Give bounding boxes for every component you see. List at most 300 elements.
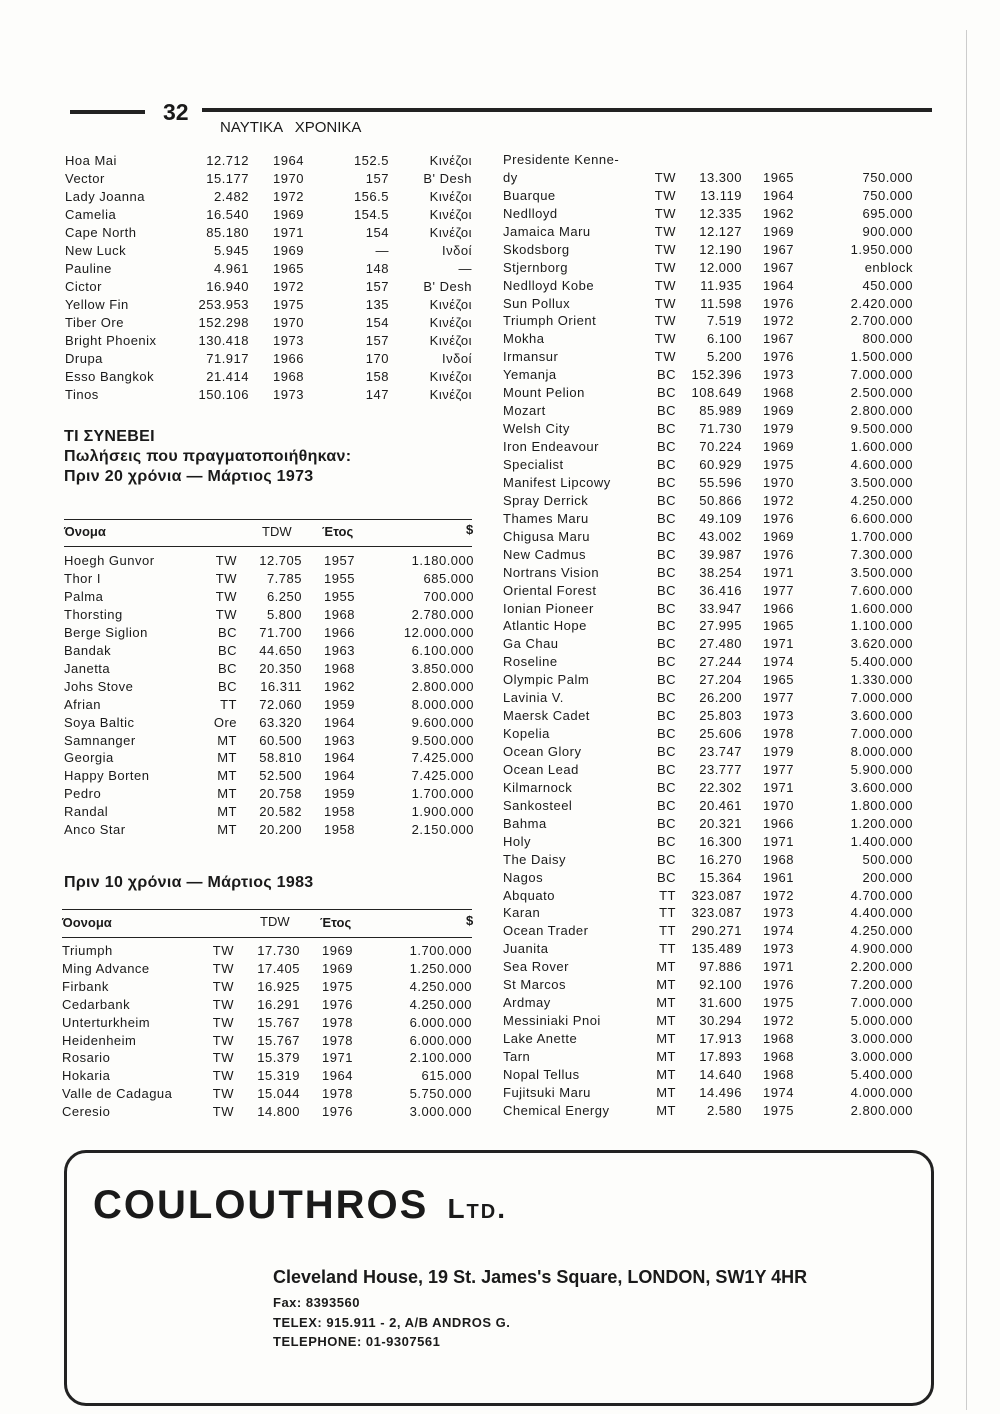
ldt-price: 154: [365, 225, 389, 240]
year-built: 1955: [324, 588, 355, 604]
ship-name: Hoa Mai: [65, 153, 117, 168]
year-built: 1969: [763, 439, 794, 455]
ship-type: BC: [217, 624, 237, 640]
table-row: [0, 798, 1000, 816]
buyer: Κινέζοι: [429, 369, 472, 384]
ship-name: Samnanger: [64, 732, 136, 748]
price: 2.420.000: [850, 295, 913, 311]
price: 1.700.000: [850, 528, 913, 544]
ship-type: BC: [656, 636, 676, 652]
ship-type: BC: [656, 726, 676, 742]
ship-type: BC: [217, 660, 237, 676]
ship-name: Cedarbank: [62, 996, 131, 1012]
header-rule-right: [202, 108, 932, 112]
table2-header-name: Όονομα: [62, 915, 112, 930]
price: 6.000.000: [409, 1014, 472, 1030]
tdw: 323.087: [691, 905, 742, 921]
price: 615.000: [421, 1068, 472, 1084]
ship-type: MT: [656, 1049, 676, 1064]
tdw: 14.640: [699, 1066, 742, 1082]
tdw: 55.596: [699, 474, 742, 490]
ship-type: BC: [656, 869, 676, 885]
table-row: [0, 636, 1000, 654]
buyer: Κινέζοι: [429, 207, 472, 222]
price: 4.250.000: [409, 996, 472, 1012]
ship-type: BC: [656, 744, 676, 760]
year-built: 1964: [324, 768, 355, 784]
price: 7.300.000: [850, 546, 913, 562]
buyer: Ινδοί: [442, 243, 472, 258]
table-row: [0, 1049, 1000, 1067]
ship-type: BC: [656, 815, 676, 831]
year-built: 1969: [273, 243, 304, 258]
tdw: 16.940: [206, 279, 249, 294]
price: 685.000: [423, 570, 474, 586]
ship-type: TW: [654, 205, 676, 221]
ship-name: Mozart: [503, 403, 546, 419]
tdw: 26.200: [699, 690, 742, 706]
table-row: [0, 421, 1000, 439]
ship-name: Sankosteel: [503, 797, 573, 813]
ldt-price: 154: [365, 315, 389, 330]
price: 7.000.000: [850, 690, 913, 706]
ship-name: Triumph: [62, 943, 113, 958]
price: 1.600.000: [850, 600, 913, 616]
ship-name: Cictor: [65, 279, 102, 294]
year-built: 1973: [763, 708, 794, 724]
table-row: [0, 923, 1000, 941]
year-built: 1972: [763, 887, 794, 903]
ship-name: Nedlloyd: [503, 205, 558, 221]
tdw: 135.489: [691, 941, 742, 957]
ship-type: BC: [656, 385, 676, 401]
ship-name: Afrian: [64, 696, 101, 712]
ship-name: Lavinia V.: [503, 690, 564, 706]
year-built: 1972: [273, 279, 304, 294]
table2-header-year: Έτος: [320, 915, 352, 930]
ship-name: Tinos: [65, 387, 99, 402]
price: 1.900.000: [411, 804, 474, 820]
ship-name: Anco Star: [64, 822, 126, 838]
tdw: 150.106: [198, 387, 249, 402]
tdw: 4.961: [213, 261, 249, 276]
price: 6.600.000: [850, 510, 913, 526]
table-row: [0, 870, 1000, 888]
year-built: 1968: [763, 1066, 794, 1082]
ship-name: Cape North: [65, 225, 137, 240]
price: 1.800.000: [850, 797, 913, 813]
ship-type: MT: [217, 804, 237, 820]
year-built: 1979: [763, 421, 794, 437]
price: 4.250.000: [409, 978, 472, 994]
year-built: 1964: [322, 1068, 353, 1084]
ship-name: Thames Maru: [503, 510, 589, 526]
ship-name: Triumph Orient: [503, 313, 597, 329]
year-built: 1970: [763, 474, 794, 490]
year-built: 1965: [763, 672, 794, 688]
ship-type: BC: [656, 546, 676, 562]
ship-name: Bandak: [64, 642, 112, 658]
ship-type: MT: [656, 1031, 676, 1047]
ship-type: MT: [656, 995, 676, 1011]
tdw: 12.190: [699, 241, 742, 257]
buyer: —: [458, 261, 472, 276]
year-built: 1958: [324, 822, 355, 838]
price: 2.700.000: [850, 313, 913, 329]
year-built: 1974: [763, 1084, 794, 1100]
ship-type: TW: [212, 1086, 234, 1102]
year-built: 1968: [763, 1031, 794, 1047]
price: 3.500.000: [850, 564, 913, 580]
year-built: 1971: [763, 779, 794, 795]
tdw: 323.087: [691, 887, 742, 903]
tdw: 15.177: [206, 171, 249, 186]
ldt-price: 156.5: [353, 189, 389, 204]
year-built: 1976: [322, 996, 353, 1012]
year-built: 1967: [763, 241, 794, 257]
tdw: 85.180: [206, 225, 249, 240]
table-row: [0, 780, 1000, 798]
year-built: 1968: [763, 1049, 794, 1064]
ship-type: TW: [654, 259, 676, 275]
table-row: [0, 529, 1000, 547]
tdw: 71.730: [699, 421, 742, 437]
ship-type: BC: [656, 421, 676, 437]
ship-name: Oriental Forest: [503, 582, 597, 598]
tdw: 20.350: [259, 660, 302, 676]
tdw: 23.777: [699, 761, 742, 777]
year-built: 1974: [763, 654, 794, 670]
tdw: 17.913: [699, 1031, 742, 1047]
price: 1.200.000: [850, 815, 913, 831]
year-built: 1966: [763, 600, 794, 616]
ship-name: Ocean Glory: [503, 744, 582, 760]
ship-name: Juanita: [503, 941, 549, 957]
ship-type: TW: [654, 187, 676, 203]
tdw: 70.224: [699, 439, 742, 455]
tdw: 25.803: [699, 708, 742, 724]
ship-name: Stjernborg: [503, 259, 568, 275]
ship-name: Drupa: [65, 351, 103, 366]
ship-name: Camelia: [65, 207, 117, 222]
ship-type: BC: [656, 528, 676, 544]
ship-type: BC: [656, 779, 676, 795]
ship-name: Esso Bangkok: [65, 369, 155, 384]
ship-type: BC: [217, 678, 237, 694]
tdw: 15.379: [257, 1050, 300, 1066]
ship-name: Kopelia: [503, 726, 550, 742]
table-row: [0, 1013, 1000, 1031]
ship-type: BC: [656, 439, 676, 455]
year-built: 1969: [273, 207, 304, 222]
year-built: 1968: [763, 851, 794, 867]
tdw: 13.119: [700, 187, 742, 203]
period-1-title: Πριν 20 χρόνια — Μάρτιος 1973: [64, 468, 314, 485]
buyer: Κινέζοι: [429, 315, 472, 330]
year-built: 1966: [324, 624, 355, 640]
ship-type: MT: [217, 786, 237, 802]
ship-type: TW: [212, 1068, 234, 1084]
price: 7.425.000: [411, 750, 474, 766]
tdw: 253.953: [198, 297, 249, 312]
year-built: 1970: [273, 315, 304, 330]
tdw: 50.866: [699, 492, 742, 508]
advertisement-box: [64, 1150, 934, 1406]
ship-name: Vector: [65, 171, 105, 186]
section-subtitle: Πωλήσεις που πραγματοποιήθηκαν:: [64, 448, 352, 465]
tdw: 2.482: [213, 189, 249, 204]
year-built: 1969: [763, 223, 794, 239]
ad-company: [93, 1183, 507, 1228]
price: 2.800.000: [850, 1102, 913, 1118]
buyer: Κινέζοι: [429, 189, 472, 204]
year-built: 1964: [273, 153, 304, 168]
tdw: 60.929: [699, 456, 742, 472]
year-built: 1972: [763, 492, 794, 508]
ship-name: Nortrans Vision: [503, 564, 600, 580]
ship-name: Bright Phoenix: [65, 333, 157, 348]
ship-name: Mount Pelion: [503, 385, 585, 401]
tdw: 6.100: [706, 331, 742, 347]
table-row: [0, 170, 1000, 188]
year-built: 1975: [763, 995, 794, 1011]
price: 3.600.000: [850, 779, 913, 795]
tdw: 38.254: [699, 564, 742, 580]
ship-name: Ionian Pioneer: [503, 600, 594, 616]
table-row: [0, 995, 1000, 1013]
year-built: 1974: [763, 923, 794, 939]
year-built: 1977: [763, 690, 794, 706]
ship-type: TW: [654, 295, 676, 311]
table-row: [0, 1085, 1000, 1103]
tdw: 20.582: [259, 804, 302, 820]
ship-type: TW: [212, 1014, 234, 1030]
year-built: 1971: [763, 564, 794, 580]
tdw: 17.405: [257, 960, 300, 976]
ship-name: Yellow Fin: [65, 297, 129, 312]
buyer: Κινέζοι: [429, 225, 472, 240]
price: 4.900.000: [850, 941, 913, 957]
year-built: 1976: [763, 546, 794, 562]
ship-name: Skodsborg: [503, 241, 570, 257]
price: 1.950.000: [850, 241, 913, 257]
year-built: 1968: [324, 606, 355, 622]
price: 2.800.000: [850, 403, 913, 419]
table-row: [0, 1031, 1000, 1049]
ship-name: Ceresio: [62, 1104, 111, 1120]
ship-name: Hokaria: [62, 1068, 111, 1084]
tdw: 33.947: [699, 600, 742, 616]
ship-type: TW: [654, 349, 676, 365]
year-built: 1965: [273, 261, 304, 276]
tdw: 15.767: [257, 1014, 300, 1030]
ship-type: TT: [220, 696, 237, 712]
price: enblock: [864, 259, 913, 275]
table-row: [0, 457, 1000, 475]
year-built: 1971: [763, 833, 794, 849]
price: 5.400.000: [850, 1066, 913, 1082]
tdw: 16.540: [206, 207, 249, 222]
tdw: 12.000: [699, 259, 742, 275]
year-built: 1968: [273, 369, 304, 384]
price: 3.000.000: [850, 1031, 913, 1047]
tdw: 27.480: [699, 636, 742, 652]
ad-telephone: TELEPHONE: 01-9307561: [273, 1334, 441, 1349]
ship-name: Unterturkheim: [62, 1014, 151, 1030]
ship-type: BC: [656, 403, 676, 419]
year-built: 1976: [763, 977, 794, 993]
year-built: 1965: [763, 169, 794, 185]
ship-name: Chigusa Maru: [503, 528, 590, 544]
buyer: Κινέζοι: [429, 387, 472, 402]
table-row: [0, 511, 1000, 529]
tdw: 12.712: [206, 153, 249, 168]
header-rule-left: [70, 110, 145, 114]
price: 1.250.000: [409, 960, 472, 976]
ship-type: TW: [212, 1032, 234, 1048]
table-row: [0, 905, 1000, 923]
year-built: 1971: [322, 1050, 353, 1066]
price: 7.425.000: [411, 768, 474, 784]
price: 2.150.000: [411, 822, 474, 838]
year-built: 1976: [322, 1104, 353, 1120]
table-row: [0, 242, 1000, 260]
year-built: 1973: [273, 333, 304, 348]
price: 9.500.000: [850, 421, 913, 437]
price: 5.900.000: [850, 761, 913, 777]
price: 7.000.000: [850, 726, 913, 742]
ship-name: Irmansur: [503, 349, 559, 365]
tdw: 49.109: [699, 510, 742, 526]
tdw: 27.995: [699, 618, 742, 634]
price: 7.000.000: [850, 995, 913, 1011]
price: 2.800.000: [411, 678, 474, 694]
table-row: [0, 296, 1000, 314]
ship-name: Maersk Cadet: [503, 708, 590, 724]
ship-type: BC: [656, 761, 676, 777]
ldt-price: 157: [365, 279, 389, 294]
tdw: 15.767: [257, 1032, 300, 1048]
price: 1.330.000: [850, 672, 913, 688]
year-built: 1978: [322, 1086, 353, 1102]
ship-type: BC: [656, 564, 676, 580]
tdw: 16.270: [699, 851, 742, 867]
year-built: 1963: [324, 642, 355, 658]
ship-name: The Daisy: [503, 851, 567, 867]
ship-name: Atlantic Hope: [503, 618, 587, 634]
price: 1.600.000: [850, 439, 913, 455]
ship-type: BC: [217, 642, 237, 658]
ship-name: Karan: [503, 905, 541, 921]
price: 4.250.000: [850, 492, 913, 508]
tdw: 5.200: [706, 349, 742, 365]
ship-type: TW: [212, 978, 234, 994]
year-built: 1973: [763, 905, 794, 921]
tdw: 63.320: [259, 714, 302, 730]
price: 2.100.000: [409, 1050, 472, 1066]
tdw: 15.319: [257, 1068, 300, 1084]
price: 1.180.000: [411, 553, 474, 568]
table-row: [0, 331, 1000, 349]
ship-name: Berge Siglion: [64, 624, 148, 640]
year-built: 1978: [763, 726, 794, 742]
page-edge: [966, 30, 967, 1410]
ship-name: Messiniaki Pnoi: [503, 1013, 601, 1029]
table1-header-price: $: [466, 522, 474, 537]
price: 1.700.000: [411, 786, 474, 802]
year-built: 1976: [763, 349, 794, 365]
year-built: 1961: [763, 869, 794, 885]
ship-name: Abquato: [503, 887, 555, 903]
table-row: [0, 439, 1000, 457]
year-built: 1963: [324, 732, 355, 748]
tdw: 97.886: [699, 959, 742, 975]
ship-type: Ore: [213, 714, 237, 730]
year-built: 1973: [763, 367, 794, 383]
price: 700.000: [423, 588, 474, 604]
tdw: 16.300: [699, 833, 742, 849]
tdw: 27.204: [699, 672, 742, 688]
ship-name: Janetta: [64, 660, 111, 676]
year-built: 1977: [763, 761, 794, 777]
table-row: [0, 834, 1000, 852]
ship-type: TT: [659, 941, 676, 957]
ship-type: BC: [656, 833, 676, 849]
table-row: [0, 260, 1000, 278]
ship-type: BC: [656, 474, 676, 490]
tdw: 22.302: [699, 779, 742, 795]
table-row: [0, 941, 1000, 959]
price: 6.100.000: [411, 642, 474, 658]
ship-name: Tiber Ore: [65, 315, 124, 330]
price: 3.850.000: [411, 660, 474, 676]
ship-name: New Cadmus: [503, 546, 587, 562]
buyer: Κινέζοι: [429, 153, 472, 168]
page-number: 32: [163, 99, 189, 125]
price: 12.000.000: [403, 624, 474, 640]
ship-name: Nopal Tellus: [503, 1066, 580, 1082]
ship-type: MT: [656, 1102, 676, 1118]
ship-name: Presidente Kenne-: [503, 152, 620, 167]
ship-type: MT: [656, 1066, 676, 1082]
table2-header-tdw: TDW: [260, 914, 290, 929]
ship-name: Valle de Cadagua: [62, 1086, 173, 1102]
year-built: 1971: [763, 636, 794, 652]
ship-type: BC: [656, 492, 676, 508]
ship-type: BC: [656, 797, 676, 813]
price: 750.000: [862, 169, 913, 185]
tdw: 39.987: [699, 546, 742, 562]
tdw: 290.271: [691, 923, 742, 939]
ad-company-suffix: Ltd.: [447, 1193, 507, 1224]
tdw: 6.250: [266, 588, 302, 604]
price: 200.000: [862, 869, 913, 885]
year-built: 1959: [324, 786, 355, 802]
ship-type: TW: [215, 588, 237, 604]
year-built: 1967: [763, 331, 794, 347]
ship-name: Georgia: [64, 750, 114, 766]
ship-name: Soya Baltic: [64, 714, 135, 730]
tdw: 20.758: [259, 786, 302, 802]
table-row: [0, 852, 1000, 870]
tdw: 72.060: [259, 696, 302, 712]
ship-type: TW: [654, 241, 676, 257]
tdw: 5.945: [213, 243, 249, 258]
table-row: [0, 547, 1000, 565]
tdw: 60.500: [259, 732, 302, 748]
ship-type: TW: [215, 606, 237, 622]
ship-name: Jamaica Maru: [503, 223, 591, 239]
